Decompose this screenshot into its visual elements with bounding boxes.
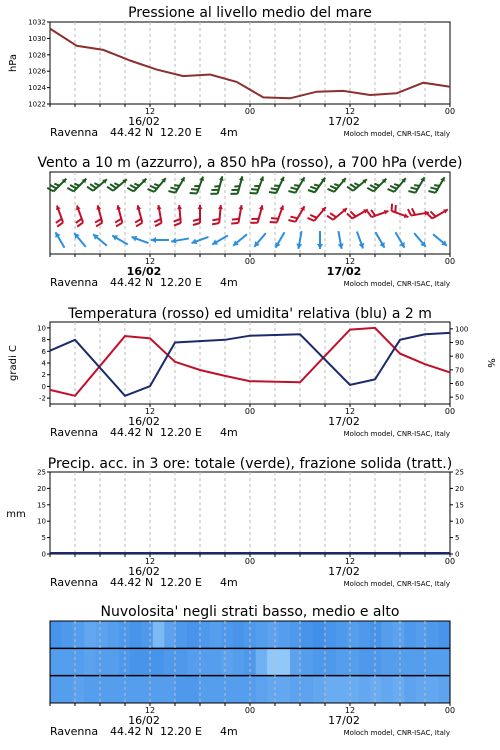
- cloud-cell: [233, 621, 245, 648]
- model-credit: Moloch model, CNR-ISAC, Italy: [343, 430, 450, 438]
- cloud-cell: [233, 676, 245, 703]
- cloud-cell: [370, 676, 382, 703]
- cloud-cell: [187, 621, 199, 648]
- pressure-y-tick-label: 1028: [28, 51, 46, 60]
- pressure-y-tick-label: 1022: [28, 100, 46, 109]
- cloud-cell: [61, 621, 73, 648]
- cloud-cell: [130, 676, 142, 703]
- cloud-cell: [130, 621, 142, 648]
- cloud-cell: [427, 676, 439, 703]
- cloud-cell: [107, 648, 119, 675]
- cloud-cell: [393, 648, 405, 675]
- humidity-y-tick-label: 60: [455, 380, 464, 388]
- cloud-cell: [130, 648, 142, 675]
- wind-title: Vento a 10 m (azzurro), a 850 hPa (rosso), a 700 hPa (verde): [37, 155, 463, 171]
- x-tick-label: 12: [344, 107, 356, 116]
- cloud-cell: [370, 648, 382, 675]
- cloud-cell: [404, 676, 416, 703]
- cloud-cell: [84, 621, 96, 648]
- cloud-cell: [439, 676, 451, 703]
- cloud-cell: [359, 621, 371, 648]
- cloud-cell: [279, 621, 291, 648]
- humidity-y-tick-label: 80: [455, 352, 464, 361]
- temp-ylabel: gradi C: [8, 345, 19, 381]
- x-tick-label: 00: [444, 107, 456, 116]
- cloud-cell: [84, 648, 96, 675]
- x-tick-label: 12: [144, 407, 156, 416]
- cloud-cell: [50, 621, 62, 648]
- cloud-cell: [347, 621, 359, 648]
- cloud-cell: [141, 621, 153, 648]
- cloud-cell: [210, 676, 222, 703]
- date-label: 16/02: [126, 265, 162, 278]
- x-tick-label: 12: [344, 407, 356, 416]
- cloud-cell: [96, 621, 108, 648]
- cloud-cell: [347, 648, 359, 675]
- pressure-title: Pressione al livello medio del mare: [128, 5, 372, 21]
- cloud-cell: [404, 648, 416, 675]
- location-lat: 44.42 N: [110, 276, 154, 289]
- x-tick-label: 12: [344, 257, 356, 266]
- x-tick-label: 12: [144, 706, 156, 715]
- cloud-cell: [141, 676, 153, 703]
- cloud-cell: [404, 621, 416, 648]
- cloud-cell: [427, 621, 439, 648]
- temp-title: Temperatura (rosso) ed umidita' relativa (blu) a 2 m: [68, 306, 432, 322]
- cloud-cell: [416, 621, 428, 648]
- cloud-cell: [324, 621, 336, 648]
- x-tick-label: 00: [444, 706, 456, 715]
- cloud-cell: [187, 648, 199, 675]
- cloud-cell: [61, 648, 73, 675]
- x-tick-label: 00: [444, 407, 456, 416]
- date-label: 17/02: [326, 265, 362, 278]
- date-label: 16/02: [128, 565, 160, 578]
- location-lat: 44.42 N: [110, 426, 154, 439]
- pressure-y-tick-label: 1026: [28, 67, 46, 76]
- precip-y-right-tick-label: 5: [455, 534, 460, 543]
- cloud-cell: [153, 648, 165, 675]
- cloud-cell: [301, 648, 313, 675]
- date-label: 16/02: [128, 714, 160, 727]
- x-tick-label: 00: [244, 557, 256, 566]
- location-name: Ravenna: [50, 126, 99, 139]
- cloud-cell: [267, 676, 279, 703]
- cloud-cell: [301, 676, 313, 703]
- cloud-cell: [210, 621, 222, 648]
- cloud-cell: [221, 676, 233, 703]
- location-lon: 12.20 E: [160, 126, 202, 139]
- cloud-cell: [416, 648, 428, 675]
- cloud-cell: [359, 676, 371, 703]
- cloud-cell: [176, 676, 188, 703]
- location-alt: 4m: [220, 576, 238, 589]
- precip-y-tick-label: 15: [37, 501, 46, 510]
- pressure-y-tick-label: 1024: [28, 84, 46, 93]
- cloud-cell: [313, 676, 325, 703]
- cloud-cell: [61, 676, 73, 703]
- model-credit: Moloch model, CNR-ISAC, Italy: [343, 280, 450, 288]
- cloud-cell: [50, 676, 62, 703]
- cloud-title: Nuvolosita' negli strati basso, medio e alto: [100, 604, 400, 620]
- precip-y-right-tick-label: 20: [455, 484, 464, 493]
- x-tick-label: 12: [144, 557, 156, 566]
- cloud-cell: [221, 621, 233, 648]
- humidity-y-tick-label: 70: [455, 366, 464, 375]
- precip-y-tick-label: 25: [37, 468, 46, 477]
- precip-y-tick-label: 20: [37, 484, 46, 493]
- location-alt: 4m: [220, 725, 238, 738]
- cloud-cell: [50, 648, 62, 675]
- cloud-cell: [107, 676, 119, 703]
- x-tick-label: 00: [244, 107, 256, 116]
- cloud-cell: [313, 648, 325, 675]
- model-credit: Moloch model, CNR-ISAC, Italy: [343, 130, 450, 138]
- date-label: 17/02: [328, 714, 360, 727]
- x-tick-label: 00: [244, 407, 256, 416]
- date-label: 17/02: [328, 565, 360, 578]
- cloud-cell: [96, 648, 108, 675]
- location-lon: 12.20 E: [160, 725, 202, 738]
- cloud-cell: [381, 648, 393, 675]
- precip-y-right-tick-label: 25: [455, 468, 464, 477]
- x-tick-label: 00: [244, 706, 256, 715]
- location-lon: 12.20 E: [160, 276, 202, 289]
- cloud-cell: [256, 621, 268, 648]
- humidity-y-tick-label: 100: [455, 325, 469, 334]
- x-tick-label: 12: [144, 257, 156, 266]
- cloud-cell: [336, 648, 348, 675]
- precip-y-right-tick-label: 15: [455, 501, 464, 510]
- x-tick-label: 00: [444, 257, 456, 266]
- cloud-cell: [187, 676, 199, 703]
- location-name: Ravenna: [50, 426, 99, 439]
- location-name: Ravenna: [50, 576, 99, 589]
- model-credit: Moloch model, CNR-ISAC, Italy: [343, 729, 450, 737]
- cloud-cell: [427, 648, 439, 675]
- cloud-cell: [141, 648, 153, 675]
- cloud-cell: [439, 621, 451, 648]
- cloud-cell: [336, 676, 348, 703]
- temp-y-tick-label: 2: [41, 371, 46, 380]
- pressure-y-tick-label: 1032: [28, 18, 46, 27]
- cloud-cell: [267, 621, 279, 648]
- temp-y-tick-label: 4: [41, 359, 46, 368]
- precip-y-right-tick-label: 10: [455, 517, 464, 526]
- cloud-cell: [153, 676, 165, 703]
- cloud-cell: [381, 676, 393, 703]
- precip-y-right-tick-label: 0: [455, 550, 460, 559]
- cloud-cell: [370, 621, 382, 648]
- cloud-cell: [336, 621, 348, 648]
- location-alt: 4m: [220, 126, 238, 139]
- cloud-cell: [416, 676, 428, 703]
- cloud-cell: [256, 676, 268, 703]
- precip-y-tick-label: 10: [37, 517, 46, 526]
- x-tick-label: 12: [344, 557, 356, 566]
- cloud-cell: [84, 676, 96, 703]
- cloud-cell: [439, 648, 451, 675]
- cloud-cell: [96, 676, 108, 703]
- cloud-cell: [393, 621, 405, 648]
- temp-y-tick-label: 6: [41, 347, 46, 356]
- cloud-cell: [393, 676, 405, 703]
- x-tick-label: 12: [144, 107, 156, 116]
- location-alt: 4m: [220, 276, 238, 289]
- pressure-y-tick-label: 1030: [28, 34, 46, 43]
- location-lon: 12.20 E: [160, 426, 202, 439]
- cloud-cell: [256, 648, 268, 675]
- precip-ylabel: mm: [6, 509, 26, 520]
- cloud-cell: [313, 621, 325, 648]
- model-credit: Moloch model, CNR-ISAC, Italy: [343, 580, 450, 588]
- cloud-cell: [324, 648, 336, 675]
- location-name: Ravenna: [50, 276, 99, 289]
- location-alt: 4m: [220, 426, 238, 439]
- cloud-cell: [176, 621, 188, 648]
- precip-y-tick-label: 5: [41, 534, 46, 543]
- cloud-cell: [176, 648, 188, 675]
- x-tick-label: 00: [244, 257, 256, 266]
- cloud-cell: [267, 648, 279, 675]
- cloud-cell: [381, 621, 393, 648]
- location-lat: 44.42 N: [110, 725, 154, 738]
- humidity-ylabel: %: [485, 358, 496, 368]
- temp-y-tick-label: 8: [41, 336, 46, 345]
- cloud-cell: [279, 648, 291, 675]
- cloud-cell: [359, 648, 371, 675]
- temp-y-tick-label: 10: [37, 324, 46, 333]
- humidity-y-tick-label: 50: [455, 393, 464, 402]
- precip-title: Precip. acc. in 3 ore: totale (verde), frazione solida (tratt.): [47, 456, 453, 472]
- cloud-cell: [210, 648, 222, 675]
- cloud-cell: [324, 676, 336, 703]
- date-label: 16/02: [128, 115, 160, 128]
- x-tick-label: 00: [444, 557, 456, 566]
- location-lat: 44.42 N: [110, 576, 154, 589]
- location-lon: 12.20 E: [160, 576, 202, 589]
- location-lat: 44.42 N: [110, 126, 154, 139]
- precip-y-tick-label: 0: [41, 550, 46, 559]
- date-label: 17/02: [328, 115, 360, 128]
- cloud-cell: [233, 648, 245, 675]
- date-label: 17/02: [328, 415, 360, 428]
- temp-y-tick-label: -2: [39, 394, 46, 403]
- pressure-ylabel: hPa: [8, 53, 19, 73]
- cloud-cell: [301, 621, 313, 648]
- date-label: 16/02: [128, 415, 160, 428]
- cloud-cell: [107, 621, 119, 648]
- location-name: Ravenna: [50, 725, 99, 738]
- cloud-cell: [279, 676, 291, 703]
- cloud-cell: [347, 676, 359, 703]
- temp-y-tick-label: 0: [41, 382, 46, 391]
- humidity-y-tick-label: 90: [455, 339, 464, 347]
- cloud-cell: [153, 621, 165, 648]
- x-tick-label: 12: [344, 706, 356, 715]
- cloud-cell: [221, 648, 233, 675]
